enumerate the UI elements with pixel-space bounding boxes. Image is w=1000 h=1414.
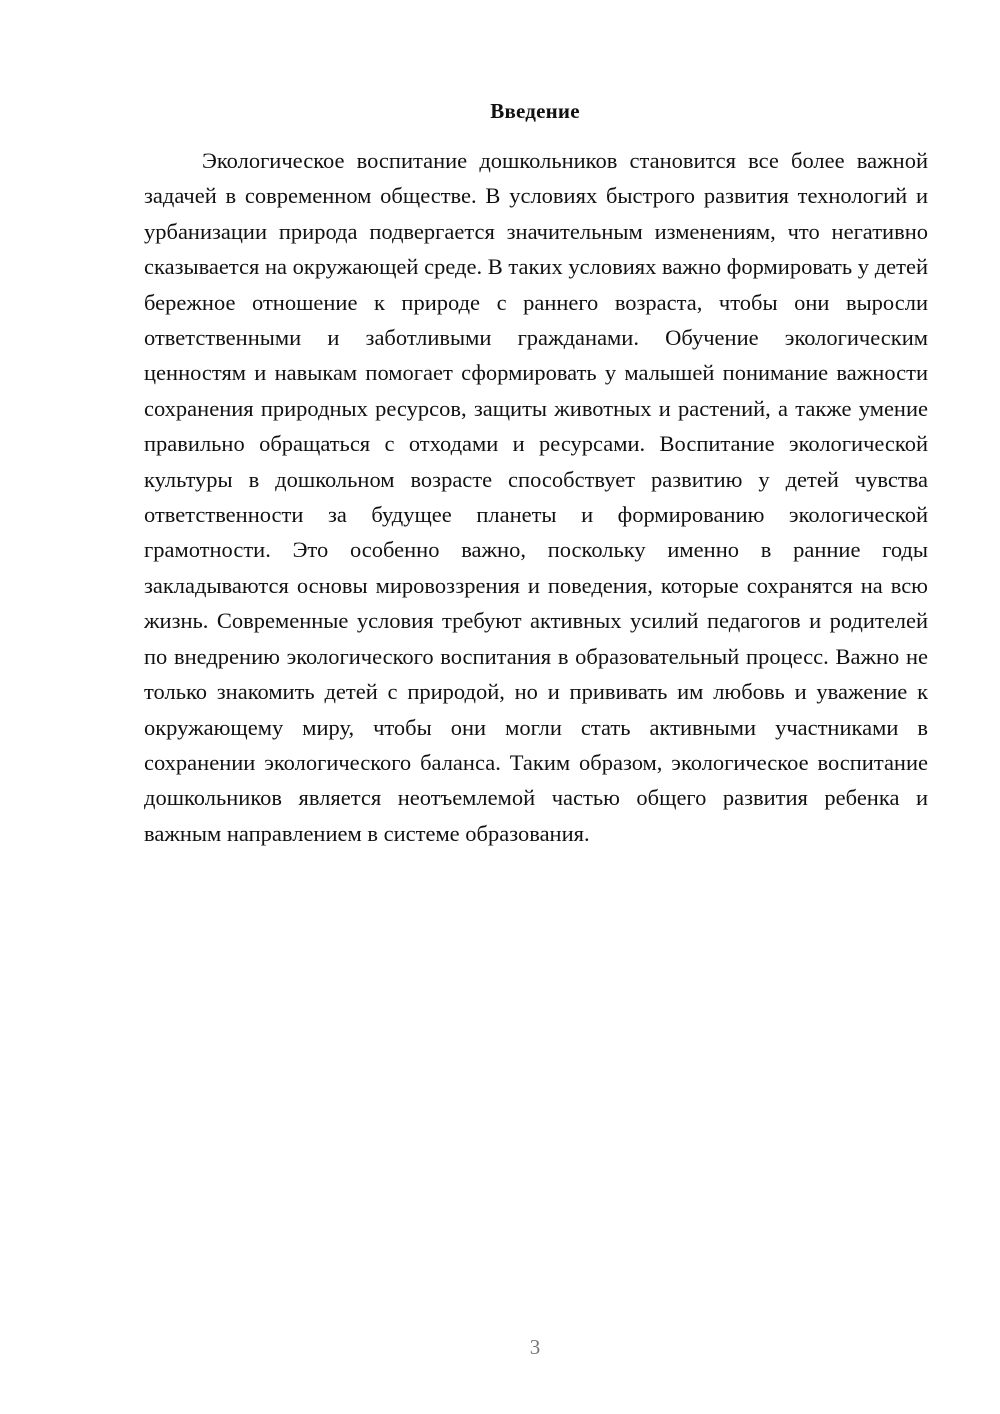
section-title: Введение xyxy=(490,99,580,123)
body-paragraph: Экологическое воспитание дошкольников становится все более важной задачей в современном обществе. В условиях быстрого развития технологий и урбанизации природа подвергается значительным изменениям, что негативно сказывается на окружающей среде. В таких условиях важно формировать у детей бережное отношение к природе с раннего возраста, чтобы они выросли ответственными и заботливыми гражданами. Обучение экологическим ценностям и навыкам помогает сформировать у малышей понимание важности сохранения природных ресурсов, защиты животных и растений, а также умение правильно обращаться с отходами и ресурсами. Воспитание экологической культуры в дошкольном возрасте способствует развитию у детей чувства ответственности за будущее планеты и формированию экологической грамотности. Это особенно важно, поскольку именно в ранние годы закладываются основы мировоззрения и поведения, которые сохранятся на всю жизнь. Современные условия требуют активных усилий педагогов и родителей по внедрению экологического воспитания в образовательный процесс. Важно не только знакомить детей с природой, но и прививать им любовь и уважение к окружающему миру, чтобы они могли стать активными участниками в сохранении экологического баланса. Таким образом, экологическое воспитание дошкольников является неотъемлемой частью общего развития ребенка и важным направлением в системе образования. xyxy=(144,148,928,846)
page-number: 3 xyxy=(529,1335,541,1359)
